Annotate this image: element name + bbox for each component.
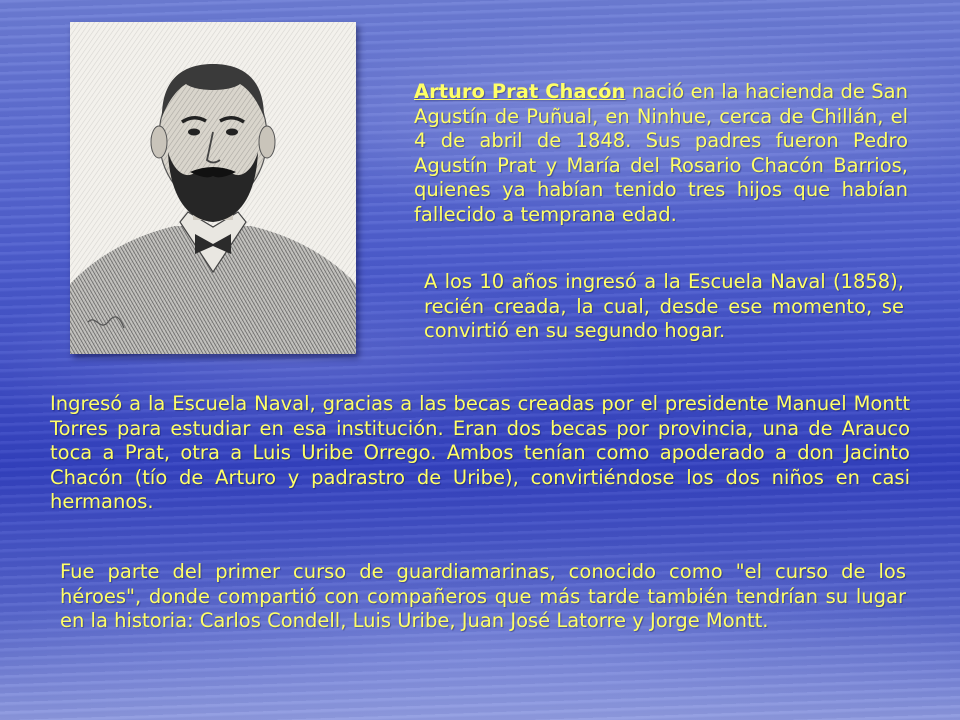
heroes-course-paragraph: Fue parte del primer curso de guardiamarinas, conocido como "el curso de los héroes", donde compartió con compañeros que más tarde también tendrían su lugar en la historia: Carlos Condell, Luis Uribe, Juan José Latorre y Jorge Montt. xyxy=(60,560,906,633)
person-name: Arturo Prat Chacón xyxy=(414,80,626,103)
intro-paragraph-text: nació en la hacienda de San Agustín de Puñual, en Ninhue, cerca de Chillán, el 4 de abril de 1848. Sus padres fueron Pedro Agustín Prat y María del Rosario Chacón Barrios, quienes ya habían tenido tres hijos que habían fallecido a temprana edad. xyxy=(414,80,908,226)
portrait-engraving-image xyxy=(70,22,356,354)
intro-paragraph xyxy=(414,80,908,227)
portrait-image xyxy=(70,22,356,354)
naval-school-paragraph: A los 10 años ingresó a la Escuela Naval (1858), recién creada, la cual, desde ese momento, se convirtió en su segundo hogar. xyxy=(424,270,904,343)
scholarship-paragraph: Ingresó a la Escuela Naval, gracias a las becas creadas por el presidente Manuel Montt Torres para estudiar en esa institución. Eran dos becas por provincia, una de Arauco toca a Prat, otra a Luis Uribe Orrego. Ambos tenían como apoderado a don Jacinto Chacón (tío de Arturo y padrastro de Uribe), convirtiéndose los dos niños en casi hermanos. xyxy=(50,392,910,514)
